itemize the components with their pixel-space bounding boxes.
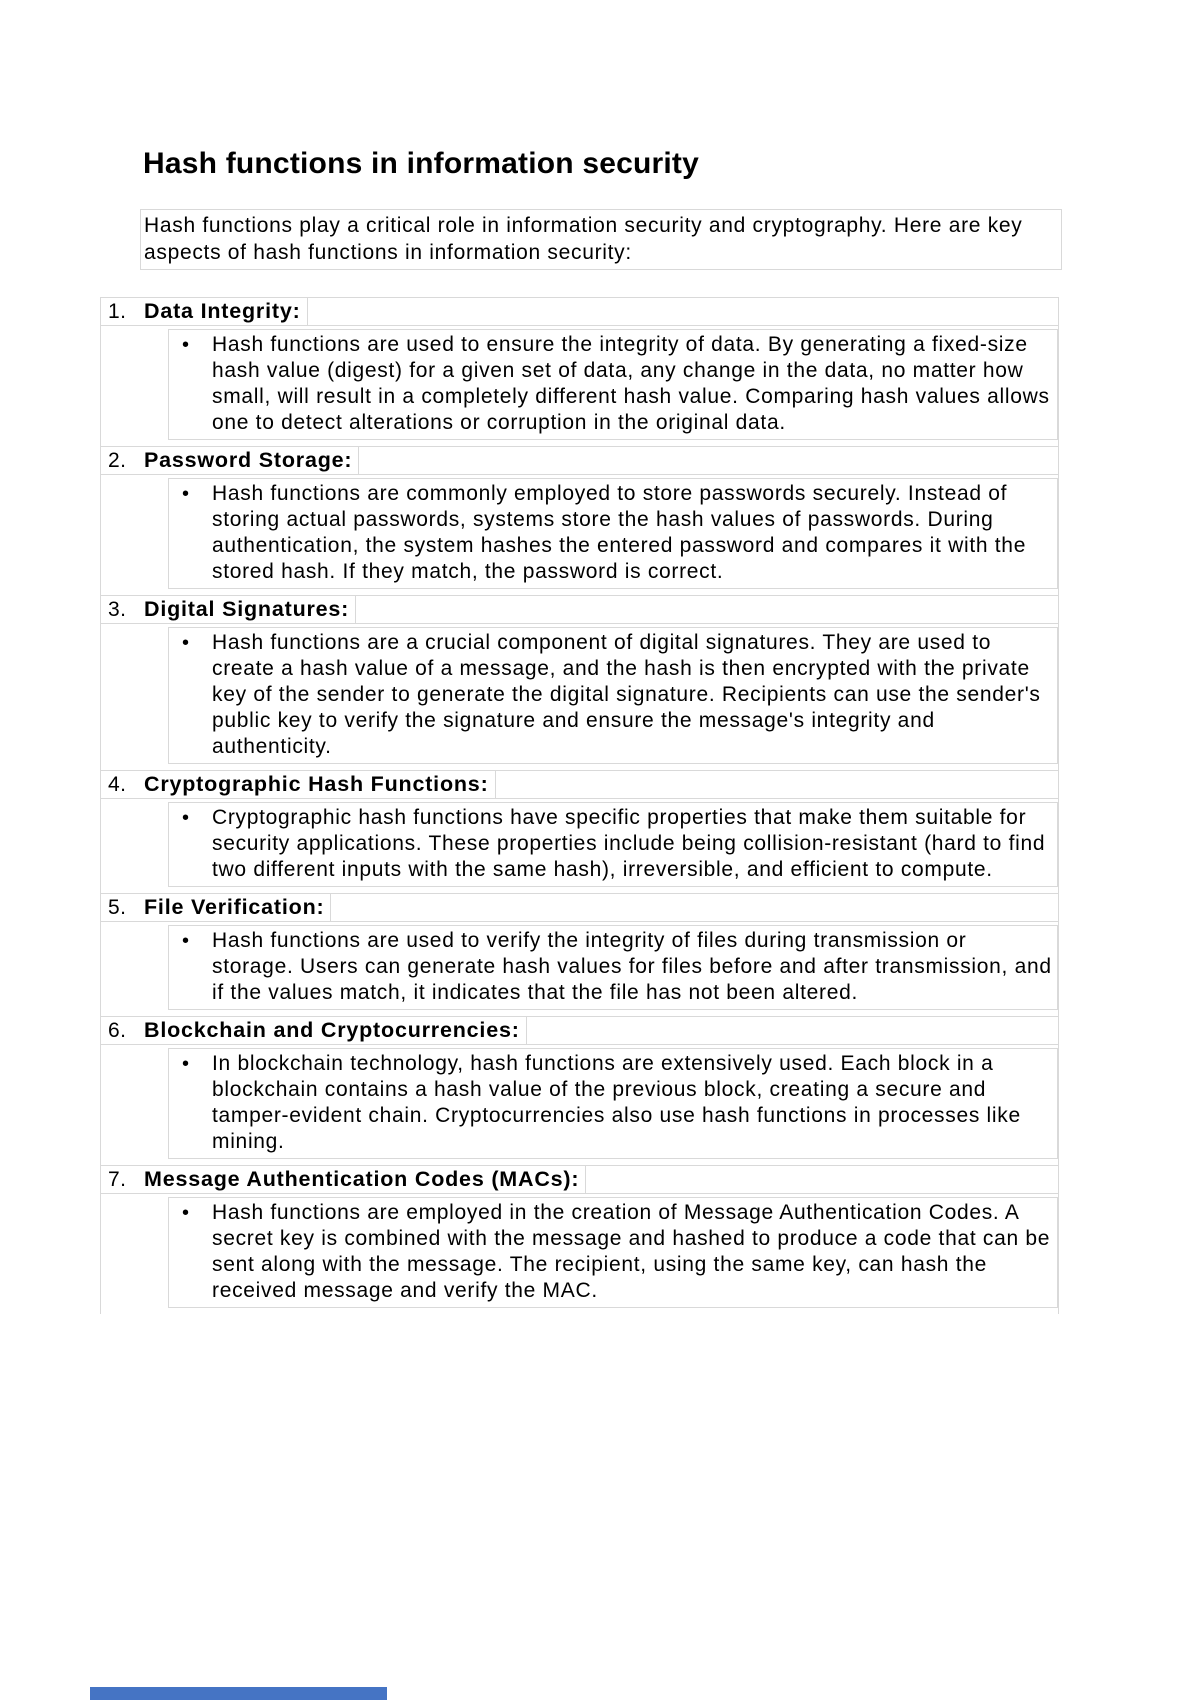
bullet-icon: • xyxy=(182,334,190,356)
section-heading-row xyxy=(101,893,1058,922)
bullet-paragraph-text: Hash functions are used to verify the integrity of files during transmission or storage. Users can generate hash values for files before and after transmission, and if the values match, it indicates that the file has not been altered. xyxy=(212,929,1052,1004)
section-heading-row xyxy=(101,1016,1058,1045)
section-number: 7. xyxy=(108,1167,127,1191)
bullet-paragraph-text: Hash functions are used to ensure the integrity of data. By generating a fixed-size hash value (digest) for a given set of data, any change in the data, no matter how small, will result in a completely different hash value. Comparing hash values allows one to detect alterations or corruption in the original data. xyxy=(212,333,1050,434)
section-heading: File Verification: xyxy=(144,894,331,921)
bullet-icon: • xyxy=(182,483,190,505)
section-heading-row xyxy=(101,297,1058,326)
section-number: 2. xyxy=(108,448,127,472)
section-heading: Password Storage: xyxy=(144,447,359,474)
section-bullet-row xyxy=(101,627,1058,764)
bullet-indent xyxy=(101,1048,168,1159)
intro-paragraph-box xyxy=(140,209,1062,270)
intro-paragraph-text: Hash functions play a critical role in information security and cryptography. Here are key aspects of hash functions in information security: xyxy=(144,214,1023,264)
bullet-paragraph-box xyxy=(168,1048,1058,1159)
section-bullet-row xyxy=(101,329,1058,440)
section-number: 1. xyxy=(108,299,127,323)
section-heading: Message Authentication Codes (MACs): xyxy=(144,1166,586,1193)
page-title: Hash functions in information security xyxy=(143,147,699,180)
section-heading: Blockchain and Cryptocurrencies: xyxy=(144,1017,527,1044)
bullet-paragraph-text: Hash functions are a crucial component of digital signatures. They are used to create a hash value of a message, and the hash is then encrypted with the private key of the sender to generate the digital signature. Recipients can use the sender's public key to verify the signature and ensure the message's integrity and authenticity. xyxy=(212,631,1041,758)
section-number: 6. xyxy=(108,1018,127,1042)
bullet-indent xyxy=(101,627,168,764)
section-heading-row xyxy=(101,770,1058,799)
bullet-indent xyxy=(101,478,168,589)
bullet-icon: • xyxy=(182,632,190,654)
bullet-paragraph-box xyxy=(168,478,1058,589)
section-heading: Digital Signatures: xyxy=(144,596,356,623)
section-number: 4. xyxy=(108,772,127,796)
bullet-paragraph-text: Hash functions are commonly employed to store passwords securely. Instead of storing actual passwords, systems store the hash values of passwords. During authentication, the system hashes the entered password and compares it with the stored hash. If they match, the password is correct. xyxy=(212,482,1027,583)
document-page xyxy=(0,147,1200,1700)
bullet-icon: • xyxy=(182,1202,190,1224)
section-heading: Cryptographic Hash Functions: xyxy=(144,771,496,798)
section-bullet-row xyxy=(101,802,1058,887)
section-bullet-row xyxy=(101,1197,1058,1308)
bullet-paragraph-box xyxy=(168,1197,1058,1308)
bullet-indent xyxy=(101,1197,168,1308)
section-heading-row xyxy=(101,1165,1058,1194)
section-bullet-row xyxy=(101,925,1058,1010)
bullet-paragraph-box xyxy=(168,627,1058,764)
bullet-indent xyxy=(101,329,168,440)
bullet-icon: • xyxy=(182,807,190,829)
bullet-icon: • xyxy=(182,1053,190,1075)
bullet-paragraph-text: Cryptographic hash functions have specific properties that make them suitable for security applications. These properties include being collision-resistant (hard to find two different inputs with the same hash), irreversible, and efficient to compute. xyxy=(212,806,1046,881)
bullet-paragraph-box xyxy=(168,925,1058,1010)
bullet-paragraph-text: In blockchain technology, hash functions are extensively used. Each block in a blockchain contains a hash value of the previous block, creating a secure and tamper-evident chain. Cryptocurrencies also use hash functions in processes like mining. xyxy=(212,1052,1021,1153)
section-number: 5. xyxy=(108,895,127,919)
bullet-indent xyxy=(101,925,168,1010)
spacer xyxy=(101,1308,1058,1314)
footer-blue-bar xyxy=(90,1687,387,1700)
bullet-paragraph-box xyxy=(168,802,1058,887)
bullet-paragraph-box xyxy=(168,329,1058,440)
section-bullet-row xyxy=(101,478,1058,589)
bullet-paragraph-text: Hash functions are employed in the creation of Message Authentication Codes. A secret key is combined with the message and hashed to produce a code that can be sent along with the message. The recipient, using the same key, can hash the received message and verify the MAC. xyxy=(212,1201,1051,1302)
bullet-icon: • xyxy=(182,930,190,952)
bullet-indent xyxy=(101,802,168,887)
section-heading-row xyxy=(101,595,1058,624)
section-bullet-row xyxy=(101,1048,1058,1159)
numbered-section-list xyxy=(100,297,1059,1314)
section-number: 3. xyxy=(108,597,127,621)
section-heading: Data Integrity: xyxy=(144,298,308,325)
section-heading-row xyxy=(101,446,1058,475)
